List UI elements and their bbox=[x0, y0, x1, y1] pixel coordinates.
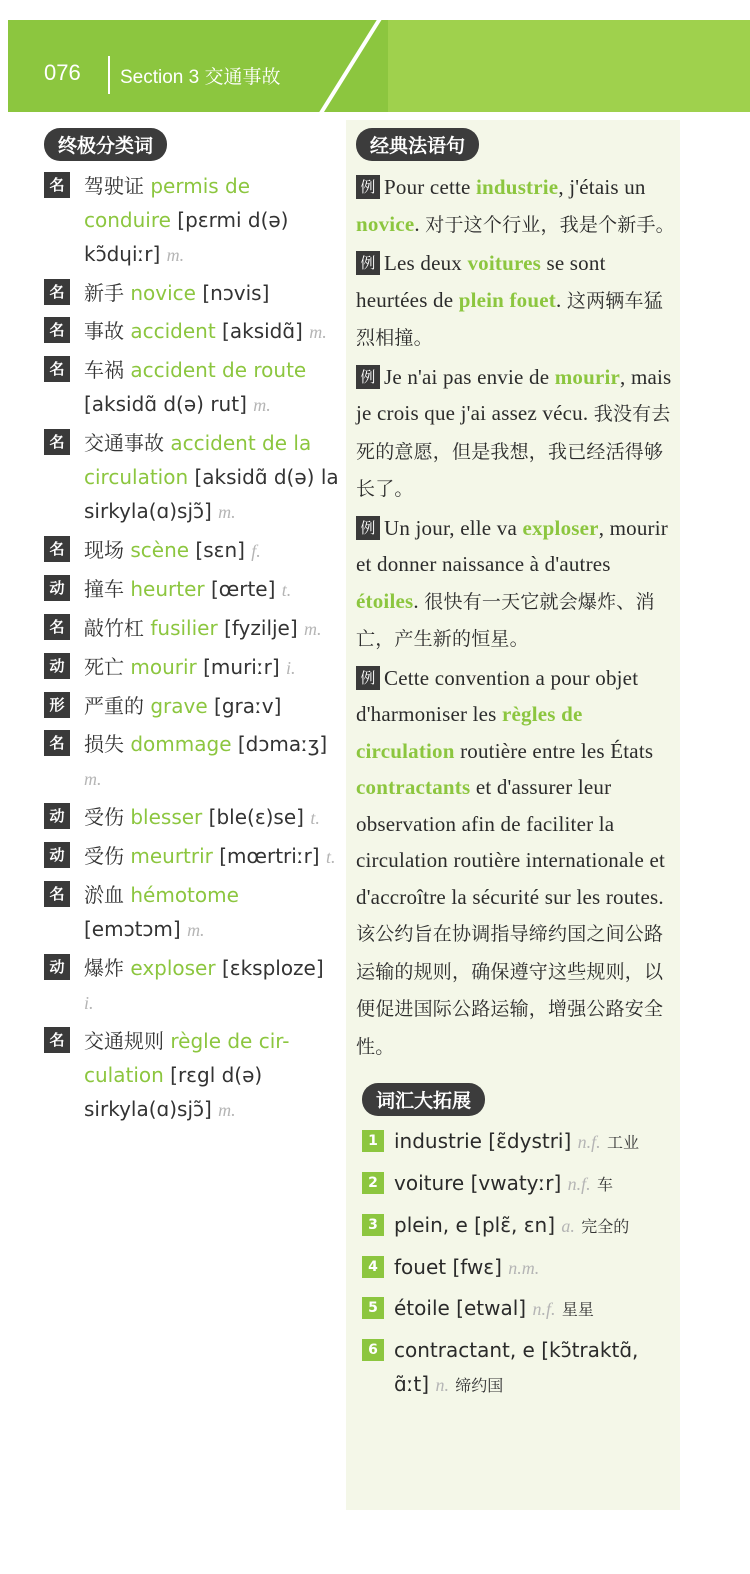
french-text: et d'assurer leur observation afin de faciliter la circulation routière internationale et d'accroître la sécurité sur les routes. bbox=[356, 775, 666, 909]
example-badge: 例 bbox=[356, 251, 380, 275]
french-word: blesser bbox=[130, 805, 203, 829]
vocab-entry bbox=[44, 951, 339, 1020]
french-word: scène bbox=[130, 538, 190, 562]
gender-label: m. bbox=[84, 769, 102, 789]
gender-label: m. bbox=[309, 322, 327, 342]
part-of-speech-badge: 动 bbox=[44, 653, 70, 679]
highlighted-word: étoiles bbox=[356, 588, 414, 613]
example-sentence bbox=[356, 245, 676, 357]
highlighted-word: mourir bbox=[554, 364, 621, 389]
vocab-meaning: 完全的 bbox=[581, 1217, 630, 1236]
french-word: règle de cir-culation bbox=[84, 1029, 290, 1087]
example-sentence bbox=[356, 660, 676, 1066]
french-text: , mais je crois que j'ai assez vécu. bbox=[356, 364, 672, 425]
example-badge: 例 bbox=[356, 175, 380, 199]
french-word: grave bbox=[150, 694, 208, 718]
item-number-badge: 3 bbox=[362, 1214, 384, 1236]
vocabulary-heading: 终极分类词 bbox=[44, 128, 167, 161]
vocab-meaning: 工业 bbox=[607, 1133, 640, 1152]
gender-label: t. bbox=[325, 847, 336, 867]
vocab-entry bbox=[44, 169, 339, 272]
french-text: . bbox=[413, 588, 425, 613]
phonetic: [graːv] bbox=[214, 694, 282, 718]
part-of-speech-badge: 动 bbox=[44, 575, 70, 601]
french-word: fusilier bbox=[150, 616, 218, 640]
part-of-speech-badge: 名 bbox=[44, 429, 70, 455]
french-word: permis de conduire bbox=[84, 174, 251, 232]
vocab-entry bbox=[44, 276, 339, 310]
header-divider bbox=[108, 56, 110, 94]
gender-label: m. bbox=[187, 920, 205, 940]
french-text: , j'étais un bbox=[558, 175, 646, 199]
vocab-pos: n.f. bbox=[577, 1132, 601, 1152]
vocab-entry bbox=[44, 839, 339, 874]
part-of-speech-badge: 名 bbox=[44, 172, 70, 198]
phonetic: [muriːr] bbox=[203, 655, 280, 679]
example-badge: 例 bbox=[356, 516, 380, 540]
vocabulary-list bbox=[44, 169, 339, 1127]
highlighted-word: novice bbox=[356, 211, 415, 236]
phonetic: [aksidɑ̃] bbox=[222, 319, 303, 343]
french-text: , mourir et donner naissance à d'autres bbox=[356, 515, 668, 576]
vocab-expansion-item bbox=[362, 1166, 676, 1202]
french-word: accident bbox=[130, 319, 216, 343]
vocab-word: fouet [fwɛ] bbox=[394, 1255, 502, 1279]
chinese-translation: 我没有去死的意愿，但是我想，我已经活得够长了。 bbox=[356, 403, 671, 500]
french-word: accident de la circulation bbox=[84, 431, 312, 489]
gender-label: f. bbox=[251, 541, 261, 561]
french-text: Les deux bbox=[384, 251, 468, 275]
phonetic: [pɛrmi d(ə) kɔ̃dɥiːr] bbox=[84, 208, 289, 266]
vocab-expansion-heading: 词汇大拓展 bbox=[362, 1083, 485, 1116]
chinese-translation: 这两辆车猛烈相撞。 bbox=[356, 289, 663, 349]
vocab-meaning: 星星 bbox=[561, 1300, 594, 1319]
part-of-speech-badge: 名 bbox=[44, 730, 70, 756]
french-word: meurtrir bbox=[130, 844, 213, 868]
chinese-word: 撞车 bbox=[84, 577, 124, 601]
french-word: exploser bbox=[130, 956, 216, 980]
chinese-translation: 对于这个行业，我是个新手。 bbox=[425, 213, 675, 236]
chinese-word: 驾驶证 bbox=[84, 174, 144, 198]
chinese-word: 受伤 bbox=[84, 805, 124, 829]
item-number-badge: 5 bbox=[362, 1297, 384, 1319]
part-of-speech-badge: 名 bbox=[44, 279, 70, 305]
part-of-speech-badge: 形 bbox=[44, 692, 70, 718]
part-of-speech-badge: 名 bbox=[44, 317, 70, 343]
chinese-word: 现场 bbox=[84, 538, 124, 562]
french-word: novice bbox=[130, 281, 196, 305]
french-text: . bbox=[414, 211, 426, 236]
chinese-word: 敲竹杠 bbox=[84, 616, 144, 640]
vocab-entry bbox=[44, 878, 339, 947]
chinese-word: 损失 bbox=[84, 732, 124, 756]
vocab-entry bbox=[44, 650, 339, 685]
gender-label: i. bbox=[286, 658, 296, 678]
example-sentence bbox=[356, 169, 676, 243]
vocab-entry bbox=[44, 689, 339, 723]
vocab-expansion-item bbox=[362, 1291, 676, 1327]
gender-label: m. bbox=[218, 1100, 236, 1120]
gender-label: m. bbox=[218, 502, 236, 522]
vocab-entry bbox=[44, 800, 339, 835]
item-number-badge: 2 bbox=[362, 1172, 384, 1194]
vocab-entry bbox=[44, 353, 339, 422]
vocab-expansion-list bbox=[356, 1124, 676, 1403]
french-word: heurter bbox=[130, 577, 205, 601]
chinese-word: 事故 bbox=[84, 319, 124, 343]
part-of-speech-badge: 名 bbox=[44, 536, 70, 562]
chinese-word: 爆炸 bbox=[84, 956, 124, 980]
phonetic: [aksidɑ̃ d(ə) rut] bbox=[84, 392, 247, 416]
chinese-word: 交通规则 bbox=[84, 1029, 164, 1053]
example-sentence bbox=[356, 510, 676, 658]
vocab-word: industrie [ɛ̃dystri] bbox=[394, 1129, 572, 1153]
vocab-pos: n. bbox=[435, 1375, 449, 1395]
chinese-word: 严重的 bbox=[84, 694, 144, 718]
example-badge: 例 bbox=[356, 666, 380, 690]
highlighted-word: règles de circulation bbox=[356, 702, 583, 763]
part-of-speech-badge: 名 bbox=[44, 356, 70, 382]
part-of-speech-badge: 动 bbox=[44, 954, 70, 980]
phonetic: [ɛksploze] bbox=[221, 956, 324, 980]
gender-label: m. bbox=[304, 619, 322, 639]
example-badge: 例 bbox=[356, 365, 380, 389]
vocabulary-column bbox=[44, 128, 339, 1131]
vocab-pos: n.f. bbox=[567, 1174, 591, 1194]
french-text: Cette convention a pour objet d'harmoniser les bbox=[356, 665, 639, 726]
french-text: se sont heurtées de bbox=[356, 251, 606, 312]
header-diagonal-stripe bbox=[314, 20, 386, 112]
page-header bbox=[8, 20, 750, 112]
french-word: hémotome bbox=[130, 883, 239, 907]
phonetic: [aksidɑ̃ d(ə) la sirkyla(ɑ)sjɔ̃] bbox=[84, 465, 339, 523]
highlighted-word: industrie bbox=[476, 175, 559, 199]
french-text: Pour cette bbox=[384, 175, 477, 199]
vocab-entry bbox=[44, 533, 339, 568]
part-of-speech-badge: 名 bbox=[44, 881, 70, 907]
chinese-translation: 该公约旨在协调指导缔约国之间公路运输的规则，确保遵守这些规则，以便促进国际公路运输，增强公路安全性。 bbox=[356, 923, 664, 1058]
part-of-speech-badge: 动 bbox=[44, 803, 70, 829]
chinese-word: 新手 bbox=[84, 281, 124, 305]
part-of-speech-badge: 名 bbox=[44, 1027, 70, 1053]
french-text: Je n'ai pas envie de bbox=[384, 364, 555, 389]
chinese-translation: 很快有一天它就会爆炸、消亡，产生新的恒星。 bbox=[356, 590, 655, 650]
phonetic: [sɛn] bbox=[195, 538, 245, 562]
phonetic: [nɔvis] bbox=[202, 281, 270, 305]
highlighted-word: plein fouet bbox=[458, 287, 556, 312]
french-text: . bbox=[555, 287, 567, 312]
item-number-badge: 4 bbox=[362, 1256, 384, 1278]
french-word: mourir bbox=[130, 655, 197, 679]
vocab-meaning: 缔约国 bbox=[455, 1376, 504, 1395]
french-word: dommage bbox=[130, 732, 232, 756]
vocab-entry bbox=[44, 426, 339, 529]
vocab-expansion-item bbox=[362, 1333, 676, 1403]
french-text: routière entre les États bbox=[454, 738, 654, 763]
vocab-expansion-item bbox=[362, 1124, 676, 1160]
vocab-expansion-item bbox=[362, 1208, 676, 1244]
chinese-word: 淤血 bbox=[84, 883, 124, 907]
gender-label: t. bbox=[281, 580, 292, 600]
chinese-word: 交通事故 bbox=[84, 431, 164, 455]
vocab-word: contractant, e [kɔ̃traktɑ̃, ɑ̃ːt] bbox=[394, 1338, 639, 1396]
item-number-badge: 1 bbox=[362, 1130, 384, 1152]
gender-label: m. bbox=[166, 245, 185, 265]
phonetic: [emɔtɔm] bbox=[84, 917, 181, 941]
phonetic: [mœrtriːr] bbox=[219, 844, 320, 868]
item-number-badge: 6 bbox=[362, 1339, 384, 1361]
vocab-word: plein, e [plɛ̃, ɛn] bbox=[394, 1213, 556, 1237]
section-title: Section 3 交通事故 bbox=[120, 67, 281, 88]
phonetic: [ble(ɛ)se] bbox=[208, 805, 304, 829]
vocab-entry bbox=[44, 314, 339, 349]
examples-heading: 经典法语句 bbox=[356, 128, 479, 161]
chinese-word: 死亡 bbox=[84, 655, 124, 679]
highlighted-word: contractants bbox=[356, 775, 471, 799]
vocab-word: voiture [vwatyːr] bbox=[394, 1171, 562, 1195]
vocab-meaning: 车 bbox=[597, 1175, 614, 1194]
french-word: accident de route bbox=[130, 358, 307, 382]
part-of-speech-badge: 动 bbox=[44, 842, 70, 868]
phonetic: [dɔmaːʒ] bbox=[237, 732, 328, 756]
phonetic: [fyzilje] bbox=[224, 616, 298, 640]
phonetic: [rɛgl d(ə) sirkyla(ɑ)sjɔ̃] bbox=[84, 1063, 263, 1121]
examples-panel bbox=[346, 120, 680, 1510]
vocab-entry bbox=[44, 611, 339, 646]
vocab-entry bbox=[44, 572, 339, 607]
gender-label: i. bbox=[84, 993, 94, 1013]
page-number: 076 bbox=[44, 60, 81, 85]
highlighted-word: exploser bbox=[522, 515, 599, 540]
vocab-word: étoile [etwal] bbox=[394, 1296, 527, 1320]
vocab-expansion-item bbox=[362, 1250, 676, 1285]
examples-list bbox=[356, 169, 676, 1065]
chinese-word: 受伤 bbox=[84, 844, 124, 868]
gender-label: t. bbox=[310, 808, 320, 828]
vocab-entry bbox=[44, 727, 339, 796]
header-light-band bbox=[388, 20, 750, 112]
vocab-pos: a. bbox=[561, 1216, 575, 1236]
example-sentence bbox=[356, 359, 676, 508]
french-text: Un jour, elle va bbox=[384, 515, 523, 540]
gender-label: m. bbox=[253, 395, 271, 415]
chinese-word: 车祸 bbox=[84, 358, 124, 382]
highlighted-word: voitures bbox=[467, 251, 541, 275]
part-of-speech-badge: 名 bbox=[44, 614, 70, 640]
vocab-pos: n.f. bbox=[532, 1299, 556, 1319]
vocab-entry bbox=[44, 1024, 339, 1127]
vocab-pos: n.m. bbox=[508, 1258, 540, 1278]
phonetic: [œrte] bbox=[210, 577, 276, 601]
